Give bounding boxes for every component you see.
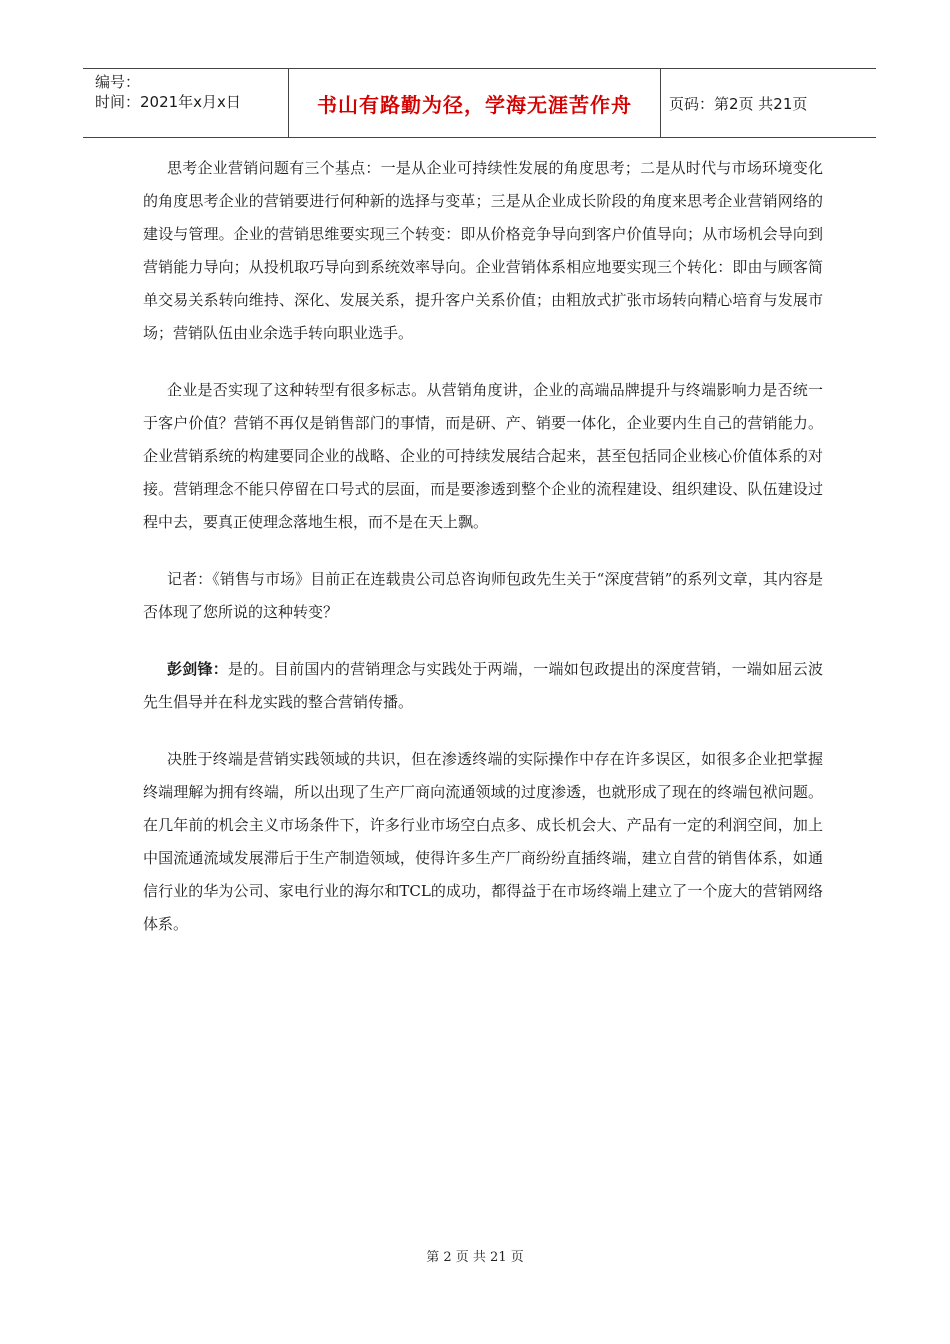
header-meta — [83, 69, 288, 137]
document-date: 时间：2021年x月x日 — [95, 93, 241, 111]
header-page-number: 页码：第2页 共21页 — [669, 94, 808, 113]
document-number-label: 编号： — [95, 73, 141, 91]
paragraph: 企业是否实现了这种转型有很多标志。从营销角度讲，企业的高端品牌提升与终端影响力是否统一于客户价值？营销不再仅是销售部门的事情，而是研、产、销要一体化，企业要内生自己的营销能力。企业营销系统的构建要同企业的战略、企业的可持续发展结合起来，甚至包括同企业核心价值体系的对接。营销理念不能只停留在口号式的层面，而是要渗透到整个企业的流程建设、组织建设、队伍建设过程中去，要真正使理念落地生根，而不是在天上飘。 — [143, 381, 823, 531]
paragraph: 思考企业营销问题有三个基点：一是从企业可持续性发展的角度思考；二是从时代与市场环境变化的角度思考企业的营销要进行何种新的选择与变革；三是从企业成长阶段的角度来思考企业营销网络的建设与管理。企业的营销思维要实现三个转变：即从价格竞争导向到客户价值导向；从市场机会导向到营销能力导向；从投机取巧导向到系统效率导向。企业营销体系相应地要实现三个转化：即由与顾客简单交易关系转向维持、深化、发展关系，提升客户关系价值；由粗放式扩张市场转向精心培育与发展市场；营销队伍由业余选手转向职业选手。 — [143, 159, 823, 342]
speaker-paragraph — [143, 653, 823, 719]
paragraph: 决胜于终端是营销实践领域的共识，但在渗透终端的实际操作中存在许多误区，如很多企业把掌握终端理解为拥有终端，所以出现了生产厂商向流通领域的过度渗透，也就形成了现在的终端包袱问题。在几年前的机会主义市场条件下，许多行业市场空白点多、成长机会大、产品有一定的利润空间，加上中国流通流域发展滞后于生产制造领域，使得许多生产厂商纷纷直插终端，建立自营的销售体系，如通信行业的华为公司、家电行业的海尔和TCL的成功，都得益于在市场终端上建立了一个庞大的营销网络体系。 — [143, 750, 823, 933]
page-header — [83, 68, 876, 138]
header-motto: 书山有路勤为径，学海无涯苦作舟 — [288, 69, 661, 137]
speaker-text: 是的。目前国内的营销理念与实践处于两端，一端如包政提出的深度营销，一端如屈云波先生倡导并在科龙实践的整合营销传播。 — [143, 660, 823, 711]
speaker-name: 彭剑锋： — [167, 660, 229, 678]
page-footer: 第 2 页 共 21 页 — [426, 1250, 524, 1265]
paragraph: 记者：《销售与市场》目前正在连载贵公司总咨询师包政先生关于“深度营销”的系列文章，其内容是否体现了您所说的这种转变？ — [143, 570, 823, 621]
document-body — [143, 152, 823, 965]
